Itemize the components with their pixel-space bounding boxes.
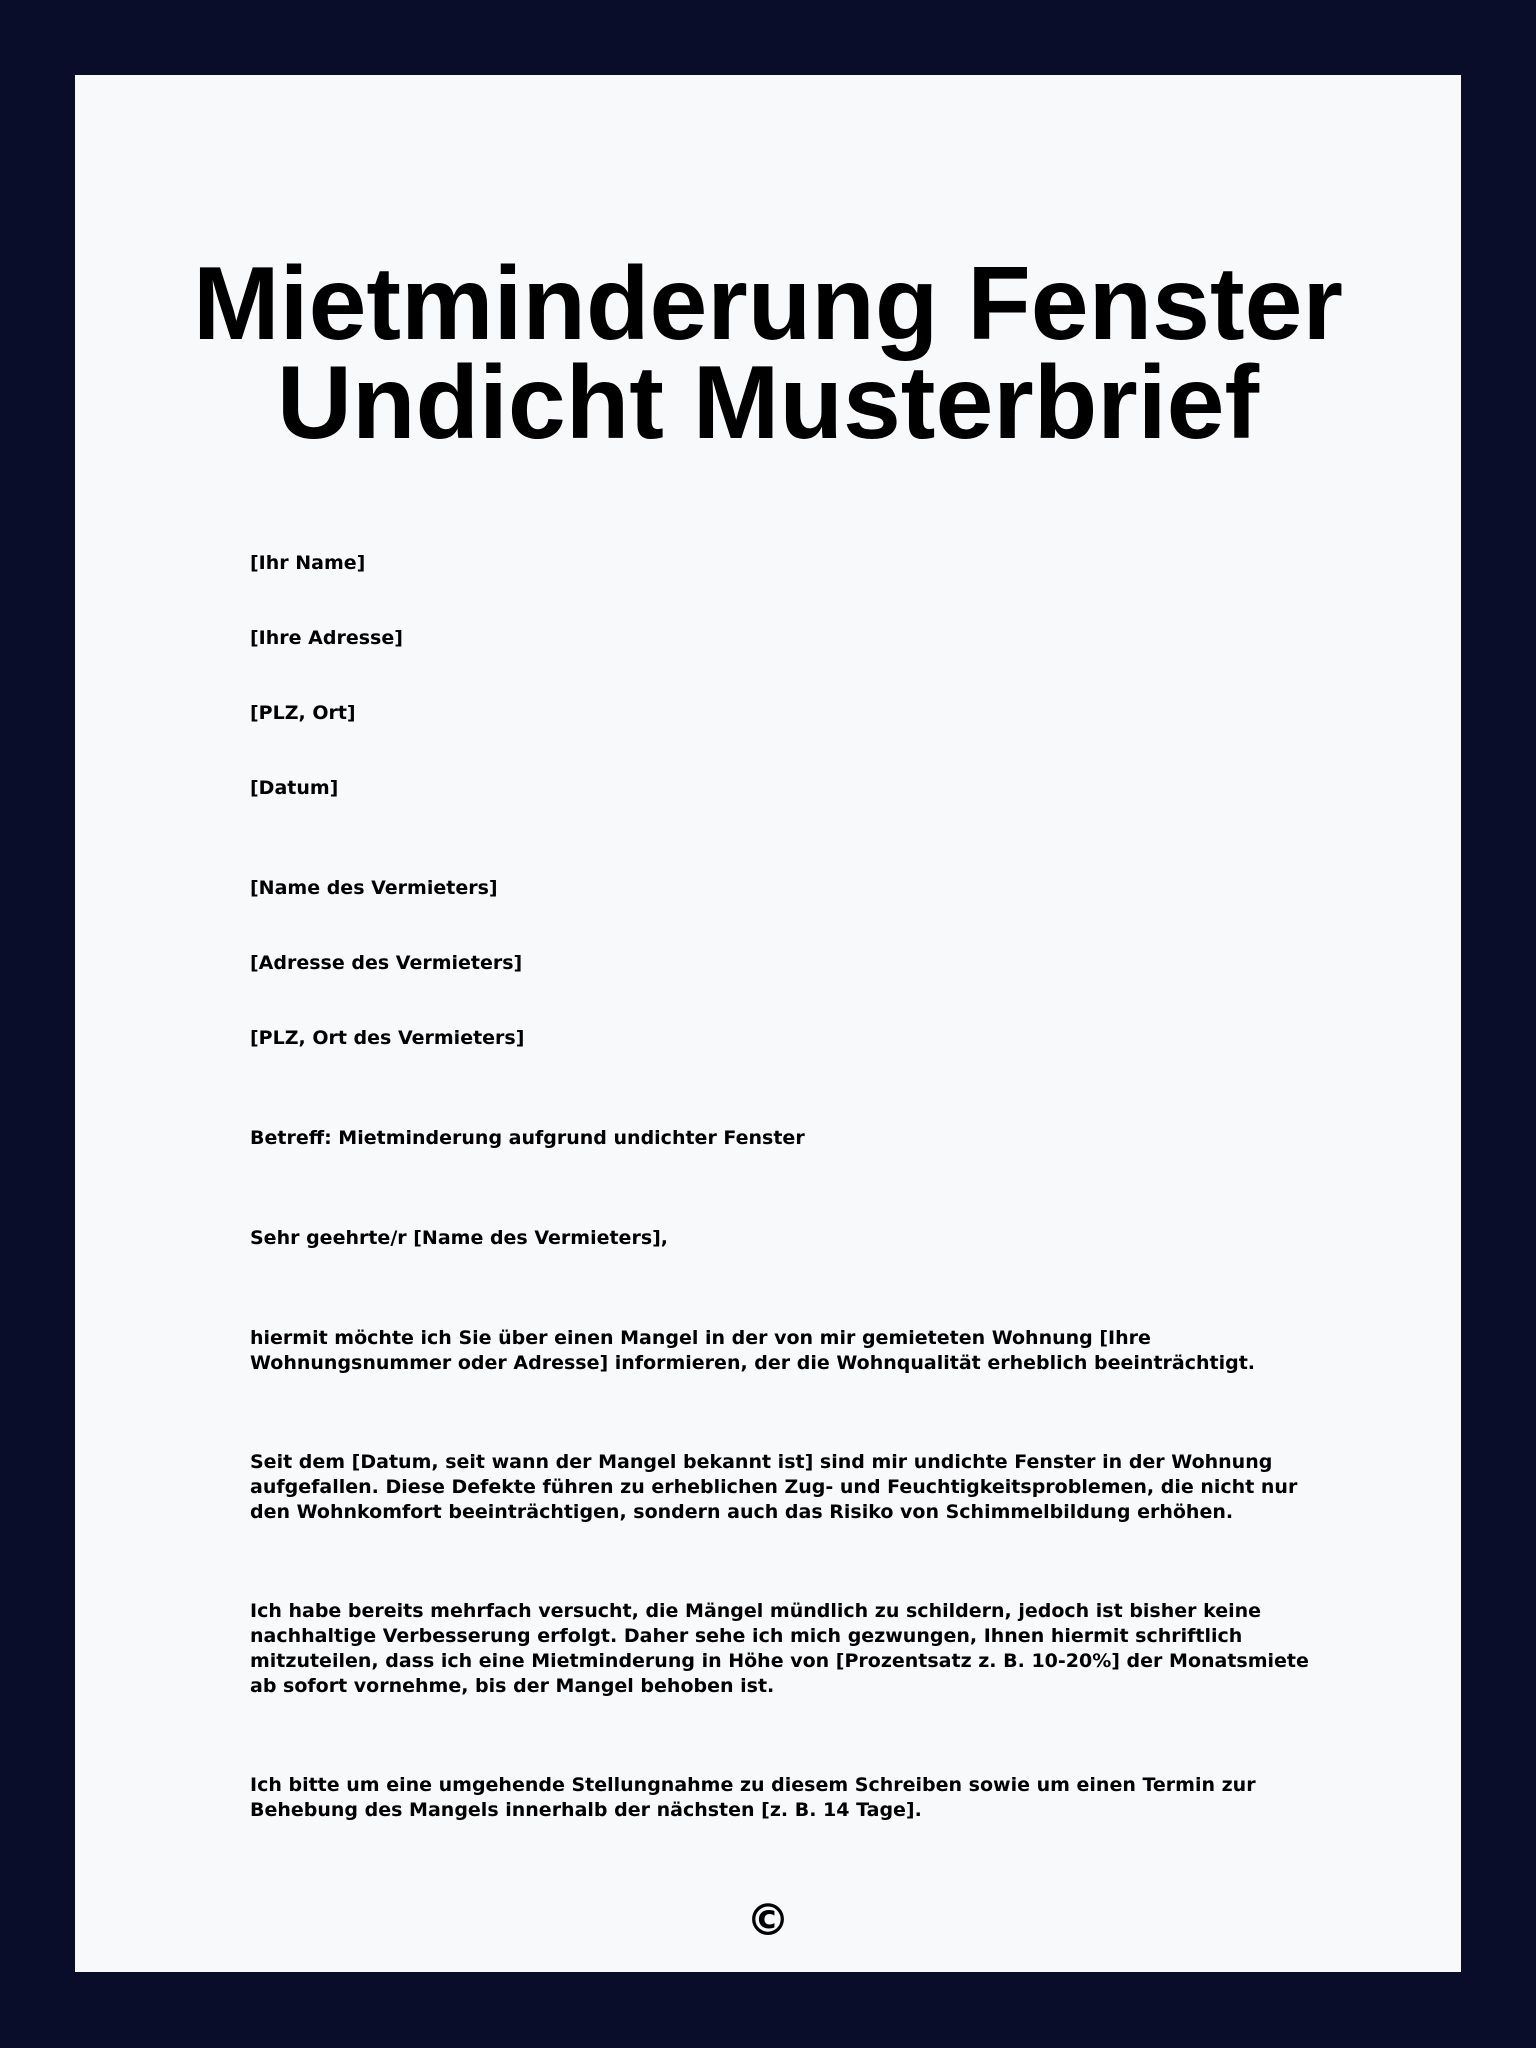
sender-name: [Ihr Name]	[250, 552, 366, 574]
sender-zip-city: [PLZ, Ort]	[250, 702, 356, 724]
paragraph-4: Ich bitte um eine umgehende Stellungnahme zu diesem Schreiben sowie um einen Termin zur Behebung des Mangels innerhalb der nächsten [z. B. 14 Tage].	[250, 1774, 1256, 1821]
paragraph-3: Ich habe bereits mehrfach versucht, die Mängel mündlich zu schildern, jedoch ist bisher keine nachhaltige Verbesserung erfolgt. Daher sehe ich mich gezwungen, Ihnen hiermit schriftlich mitzuteilen, dass ich eine Mietminderung in Höhe von [Prozentsatz z. B. 10-20%] der Monatsmiete ab sofort vornehme, bis der Mangel behoben ist.	[250, 1600, 1309, 1697]
recipient-zip-city: [PLZ, Ort des Vermieters]	[250, 1027, 525, 1049]
sender-address: [Ihre Adresse]	[250, 627, 403, 649]
title-line-2: Undicht Musterbrief	[276, 345, 1260, 461]
salutation: Sehr geehrte/r [Name des Vermieters],	[250, 1227, 669, 1249]
copyright-icon: ©	[746, 1895, 790, 1946]
letter-page	[75, 75, 1461, 1972]
letter-date: [Datum]	[250, 777, 339, 799]
recipient-address: [Adresse des Vermieters]	[250, 952, 523, 974]
title-line-1: Mietminderung Fenster	[193, 246, 1343, 362]
recipient-name: [Name des Vermieters]	[250, 877, 498, 899]
document-title	[75, 246, 1461, 461]
paragraph-2: Seit dem [Datum, seit wann der Mangel bekannt ist] sind mir undichte Fenster in der Wohnung aufgefallen. Diese Defekte führen zu erheblichen Zug- und Feuchtigkeitsproblemen, die nicht nur den Wohnkomfort beeinträchtigen, sondern auch das Risiko von Schimmelbildung erhöhen.	[250, 1451, 1298, 1523]
subject-line: Betreff: Mietminderung aufgrund undichter Fenster	[250, 1127, 805, 1149]
paragraph-1: hiermit möchte ich Sie über einen Mangel in der von mir gemieteten Wohnung [Ihre Wohnungsnummer oder Adresse] informieren, der die Wohnqualität erheblich beeinträchtigt.	[250, 1327, 1256, 1374]
